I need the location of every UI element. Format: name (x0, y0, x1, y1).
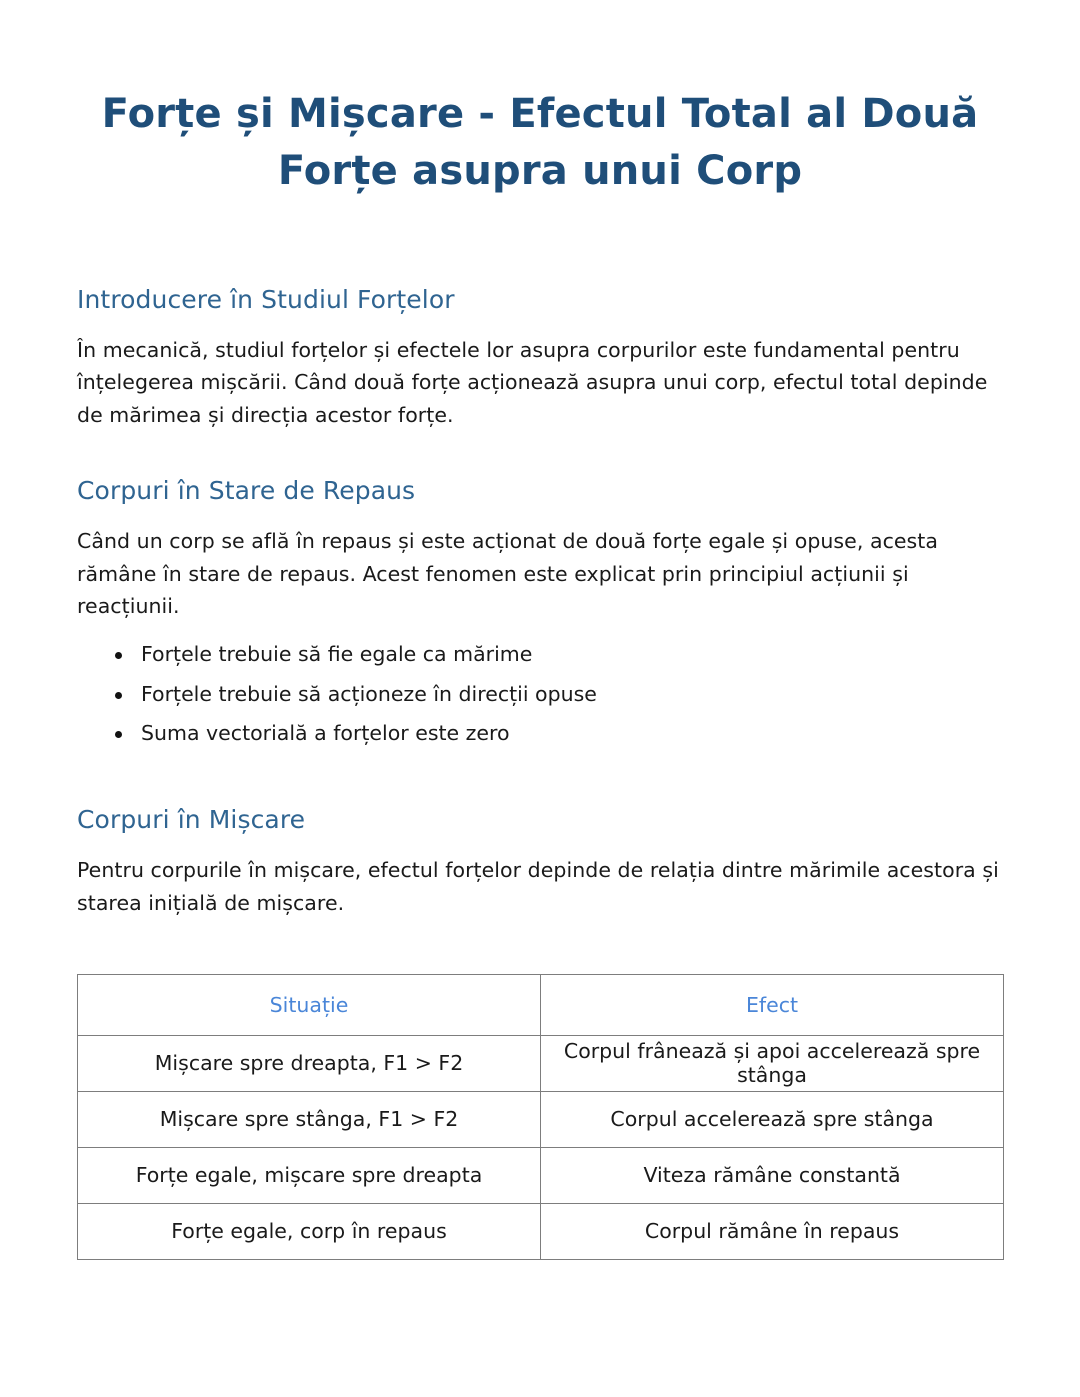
table-cell-efect: Corpul frânează și apoi accelerează spre stânga (541, 1035, 1004, 1091)
table-cell-efect: Corpul rămâne în repaus (541, 1203, 1004, 1259)
table-header-situatie: Situație (78, 974, 541, 1035)
table-head (78, 974, 1004, 1035)
table-cell-situatie: Mișcare spre stânga, F1 > F2 (78, 1091, 541, 1147)
section-corpuri-repaus (77, 475, 1003, 750)
table-cell-situatie: Mișcare spre dreapta, F1 > F2 (78, 1035, 541, 1091)
list-item: Suma vectorială a forțelor este zero (109, 717, 1003, 750)
table-row (78, 1035, 1004, 1091)
page-title: Forțe și Mișcare - Efectul Total al Două Forțe asupra unui Corp (101, 91, 979, 194)
table-row (78, 1203, 1004, 1259)
section-heading-corpuri-miscare: Corpuri în Mișcare (77, 804, 306, 834)
section-introducere (77, 284, 1003, 431)
table-row (78, 1147, 1004, 1203)
section-heading-corpuri-repaus: Corpuri în Stare de Repaus (77, 475, 416, 505)
table-cell-situatie: Forțe egale, mișcare spre dreapta (78, 1147, 541, 1203)
section-corpuri-miscare (77, 804, 1003, 919)
list-item: Forțele trebuie să acționeze în direcții opuse (109, 678, 1003, 711)
situations-table-wrapper (77, 974, 1003, 1260)
section-paragraph-introducere: În mecanică, studiul forțelor și efectele lor asupra corpurilor este fundamental pentru înțelegerea mișcării. Când două forțe acționează asupra unui corp, efectul total depinde de mărimea și direcția acestor forțe. (77, 337, 988, 427)
list-item: Forțele trebuie să fie egale ca mărime (109, 638, 1003, 671)
table-cell-situatie: Forțe egale, corp în repaus (78, 1203, 541, 1259)
title-spacer (77, 200, 1003, 284)
section-heading-introducere: Introducere în Studiul Forțelor (77, 284, 455, 314)
situations-effects-table (77, 974, 1004, 1260)
section-spacer-2 (77, 756, 1003, 804)
condition-bullet-list (77, 638, 1003, 750)
table-body (78, 1035, 1004, 1259)
table-cell-efect: Corpul accelerează spre stânga (541, 1091, 1004, 1147)
section-spacer-1 (77, 431, 1003, 475)
section-paragraph-corpuri-miscare: Pentru corpurile în mișcare, efectul forțelor depinde de relația dintre mărimile acestora și starea inițială de mișcare. (77, 858, 999, 915)
table-row (78, 1091, 1004, 1147)
section-paragraph-corpuri-repaus: Când un corp se află în repaus și este acționat de două forțe egale și opuse, acesta rămâne în stare de repaus. Acest fenomen este explicat prin principiul acțiunii și reacțiunii. (77, 529, 938, 618)
table-header-efect: Efect (541, 974, 1004, 1035)
table-header-row (78, 974, 1004, 1035)
table-cell-efect: Viteza rămâne constantă (541, 1147, 1004, 1203)
